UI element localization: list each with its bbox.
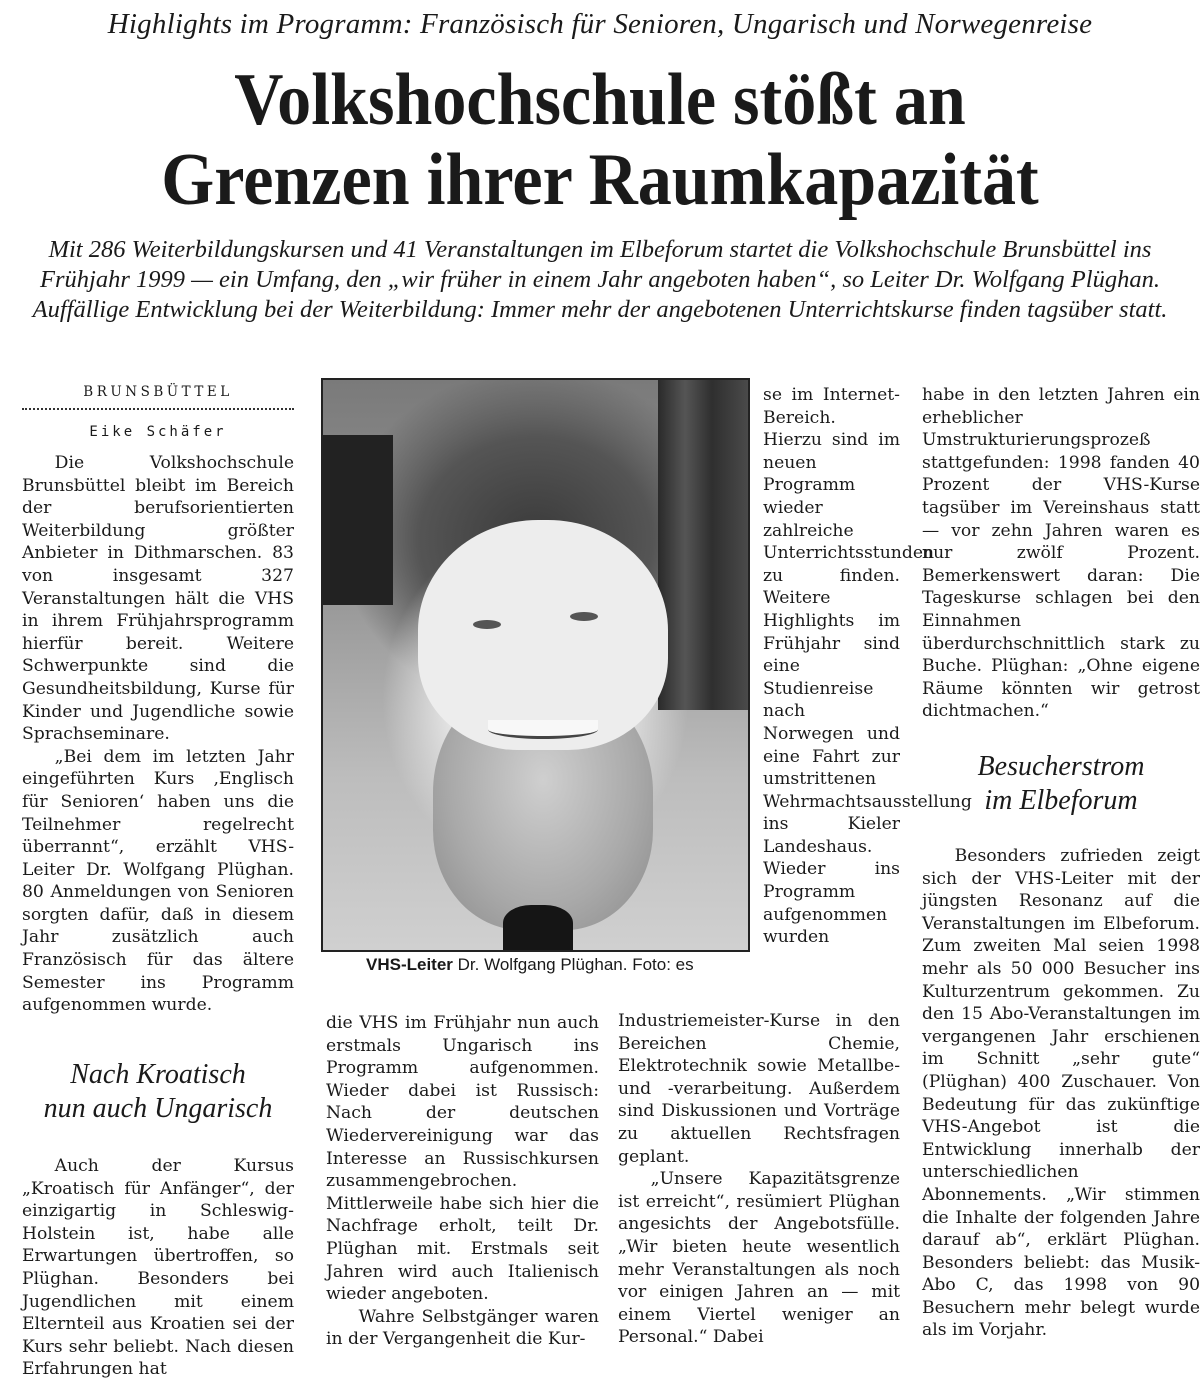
paragraph: Die Volkshochschule Brunsbüttel bleibt im Bereich der berufsorientierten Weiterbildung größter Anbieter in Dithmarschen. 83 von insgesamt 327 Veranstaltungen hält die VHS in ihrem Frühjahrsprogramm hierfür bereit. Weitere Schwerpunkte sind die Gesundheitsbildung, Kurse für Kinder und Jugendliche sowie Sprachseminare.: [22, 453, 294, 745]
paragraph: die VHS im Frühjahr nun auch erstmals Ungarisch ins Programm aufgenommen. Wieder dabei ist Russisch: Nach der deutschen Wiedervereinigung war das Interesse an Russischkursen zusammengebrochen. Mittlerweile habe sich hier die Nachfrage erholt, teilt Dr. Plüghan mit. Erstmals seit Jahren wird auch Italienisch wieder angeboten.: [326, 1013, 599, 1305]
photo-background-frame: [323, 435, 393, 605]
photo-face: [418, 520, 668, 750]
column-3-wide: [618, 988, 900, 1349]
photo-eye-right: [570, 612, 598, 621]
column-4: [922, 384, 1200, 723]
paragraph: Wahre Selbstgänger waren in der Vergangenheit die Kur-: [326, 1306, 599, 1350]
lead-paragraph: Mit 286 Weiterbildungskursen und 41 Veranstaltungen im Elbeforum startet die Volkshochschule Brunsbüttel ins Frühjahr 1999 — ein Umfang, den „wir früher in einem Jahr angeboten haben“, so Leiter Dr. Wolfgang Plüghan. Auffällige Entwicklung bei der Weiterbildung: Immer mehr der angebotenen Unterrichtskurse finden tagsüber statt.: [32, 236, 1168, 323]
paragraph: „Bei dem im letzten Jahr eingeführten Kurs ‚Englisch für Senioren‘ haben uns die Teilnehmer regelrecht überrannt“, erzählt VHS-Leiter Dr. Wolfgang Plüghan. 80 Anmeldungen von Senioren sorgten dafür, daß in diesem Jahr zusätzlich auch Französisch für das ältere Semester ins Programm aufgenommen wurde.: [22, 746, 294, 1016]
paragraph: Auch der Kursus „Kroatisch für Anfänger“, der einzigartig in Schleswig-Holstein ist, habe alle Erwartungen übertroffen, so Plüghan. Besonders bei Jugendlichen mit einem Elternteil aus Kroatien sei der Kurs sehr beliebt. Nach diesen Erfahrungen hat: [22, 1156, 294, 1380]
headline: [48, 60, 1152, 220]
caption-text: Dr. Wolfgang Plüghan.: [457, 955, 628, 974]
photo-eye-left: [473, 620, 501, 629]
photo-caption: [366, 955, 746, 975]
dateline: BRUNSBÜTTEL: [83, 384, 233, 400]
caption-bold: VHS-Leiter: [366, 955, 453, 974]
photo-tie: [503, 905, 573, 950]
portrait-photo: [321, 378, 750, 952]
column-1-continued: [22, 1155, 294, 1381]
headline-line-2: Grenzen ihrer Raumkapazität: [161, 139, 1039, 221]
byline: Eike Schäfer: [89, 424, 227, 440]
paragraph: „Unsere Kapazitätsgrenze ist erreicht“, resümiert Plüghan angesichts der Angebotsfülle. „Wir bieten heute wesentlich mehr Veranstaltungen als noch vor einigen Jahren an — mit einem Viertel weniger an Personal.“ Dabei: [618, 1169, 900, 1348]
subheading-line: im Elbeforum: [984, 785, 1138, 816]
column-3-narrow: [763, 384, 972, 949]
photo-background-shelf: [658, 380, 748, 710]
headline-line-1: Volkshochschule stößt an: [234, 59, 966, 141]
subheading-line: Nach Kroatisch: [70, 1059, 246, 1090]
subheading-line: Besucherstrom: [977, 751, 1145, 782]
kicker-line: Highlights im Programm: Französisch für Senioren, Ungarisch und Norwegenreise: [107, 8, 1093, 40]
dotted-divider: [22, 408, 294, 410]
subheading-kroatisch: [22, 1058, 294, 1126]
paragraph: se im Internet-Bereich. Hierzu sind im neuen Programm wieder zahlreiche Unterrichtsstunden zu finden. Weitere Highlights im Frühjahr sind eine Studienreise nach Norwegen und eine Fahrt zur umstrittenen Wehrmachtsausstellung ins Kieler Landeshaus. Wieder ins Programm aufgenommen wurden: [763, 385, 972, 948]
photo-credit: Foto: es: [632, 955, 694, 974]
paragraph: Industriemeister-Kurse in den Bereichen Chemie, Elektrotechnik sowie Metallbe- und -verarbeitung. Außerdem sind Diskussionen und Vorträge zu aktuellen Rechtsfragen geplant.: [618, 1011, 900, 1167]
subheading-line: nun auch Ungarisch: [43, 1093, 273, 1124]
subheading-besucherstrom: [922, 750, 1200, 818]
column-4-continued: [922, 845, 1200, 1342]
paragraph: habe in den letzten Jahren ein erheblicher Umstrukturierungsprozeß stattgefunden: 1998 fanden 40 Prozent der VHS-Kurse tagsüber im Vereinshaus statt — vor zehn Jahren waren es nur zwölf Prozent. Bemerkenswert daran: Die Tageskurse schlagen bei den Einnahmen überdurchschnittlich stark zu Buche. Plüghan: „Ohne eigene Räume könnten wir getrost dichtmachen.“: [922, 385, 1200, 722]
paragraph: Besonders zufrieden zeigt sich der VHS-Leiter mit der jüngsten Resonanz auf die Veranstaltungen im Elbeforum. Zum zweiten Mal seien 1998 mehr als 50 000 Besucher ins Kulturzentrum gekommen. Zu den 15 Abo-Veranstaltungen im vergangenen Jahr erschienen im Schnitt „sehr gute“ (Plüghan) 400 Zuschauer. Von Bedeutung für das zukünftige VHS-Angebot ist die Entwicklung innerhalb der unterschiedlichen Abonnements. „Wir stimmen die Inhalte der folgenden Jahre darauf ab“, erklärt Plüghan. Besonders beliebt: das Musik-Abo C, das 1998 von 90 Besuchern mehr belegt wurde als im Vorjahr.: [922, 846, 1200, 1341]
photo-mouth: [488, 720, 598, 739]
column-2: [326, 1012, 599, 1351]
column-1: [22, 452, 294, 1017]
